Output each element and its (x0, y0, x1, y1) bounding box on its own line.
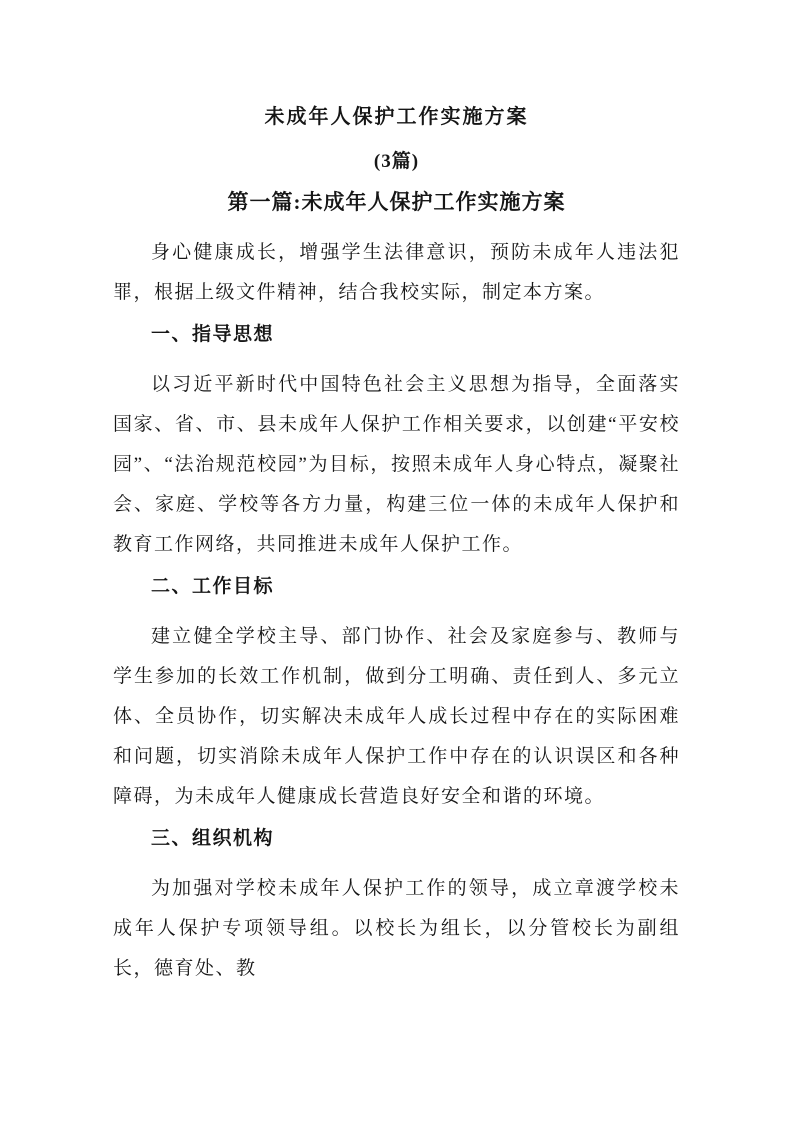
section-heading: 二、工作目标 (151, 576, 275, 597)
section-heading: 一、指导思想 (151, 324, 275, 345)
body-paragraph: 以习近平新时代中国特色社会主义思想为指导，全面落实国家、省、市、县未成年人保护工作相关要求，以创建“平安校园”、“法治规范校园”为目标，按照未成年人身心特点，凝聚社会、家庭、学校等各方力量，构建三位一体的未成年人保护和教育工作网络，共同推进未成年人保护工作。 (113, 374, 680, 555)
body-paragraph: 身心健康成长，增强学生法律意识，预防未成年人违法犯罪，根据上级文件精神，结合我校实际，制定本方案。 (113, 242, 680, 303)
section-heading: 三、组织机构 (151, 828, 275, 849)
section-title: 第一篇:未成年人保护工作实施方案 (227, 190, 566, 214)
body-paragraph: 建立健全学校主导、部门协作、社会及家庭参与、教师与学生参加的长效工作机制，做到分工明确、责任到人、多元立体、全员协作，切实解决未成年人成长过程中存在的实际困难和问题，切实消除未成年人保护工作中存在的认识误区和各种障碍，为未成年人健康成长营造良好安全和谐的环境。 (113, 626, 680, 807)
document-title: 未成年人保护工作实施方案 (264, 106, 529, 128)
body-paragraph: 为加强对学校未成年人保护工作的领导，成立章渡学校未成年人保护专项领导组。以校长为组长，以分管校长为副组长，德育处、教 (113, 878, 680, 979)
document-subtitle: (3篇) (373, 151, 420, 172)
document-body (113, 233, 680, 989)
